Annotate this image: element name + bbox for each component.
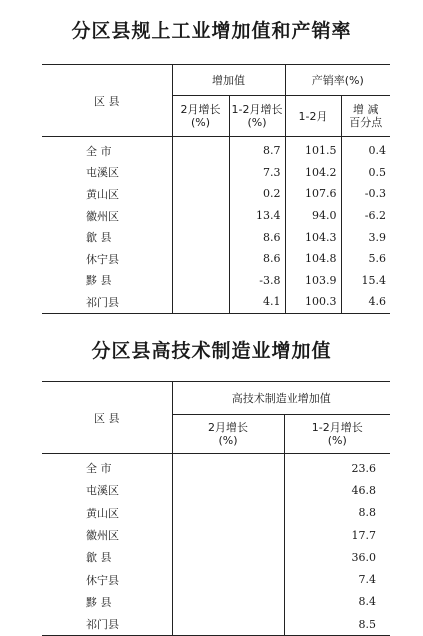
change-points-header: 增 减 百分点 [341,96,390,137]
district-header: 区 县 [42,65,172,137]
table-row: 屯溪区 7.3 104.2 0.5 [42,162,390,184]
table-row: 屯溪区 46.8 [42,479,390,501]
table-row: 祁门县 4.1 100.3 4.6 [42,291,390,313]
jan-feb-sales-rate-header: 1-2月 [285,96,341,137]
table-row: 黄山区 0.2 107.6 -0.3 [42,183,390,205]
table-row: 全 市 23.6 [42,454,390,480]
high-tech-value-added-table [42,381,390,636]
jan-feb-growth-header: 1-2月增长 (%) [284,415,390,454]
table-row: 徽州区 13.4 94.0 -6.2 [42,205,390,227]
table-row: 歙 县 36.0 [42,546,390,568]
table1-title: 分区县规上工业增加值和产销率 [71,20,352,42]
sales-rate-group-header: 产销率(%) [285,65,390,96]
industrial-value-added-table [42,64,390,314]
table-row: 黟 县 8.4 [42,591,390,613]
feb-growth-header: 2月增长 (%) [172,415,284,454]
table-row: 歙 县 8.6 104.3 3.9 [42,226,390,248]
table-row: 徽州区 17.7 [42,524,390,546]
table-row: 全 市 8.7 101.5 0.4 [42,137,390,162]
feb-growth-header: 2月增长 (%) [172,96,229,137]
high-tech-group-header: 高技术制造业增加值 [172,382,390,415]
table-row: 休宁县 8.6 104.8 5.6 [42,248,390,270]
table-row: 黟 县 -3.8 103.9 15.4 [42,270,390,292]
table2-title: 分区县高技术制造业增加值 [91,340,332,362]
table-row: 黄山区 8.8 [42,502,390,524]
district-header: 区 县 [42,382,172,454]
value-added-group-header: 增加值 [172,65,285,96]
table-row: 祁门县 8.5 [42,613,390,636]
table-row: 休宁县 7.4 [42,568,390,590]
jan-feb-growth-header: 1-2月增长 (%) [229,96,285,137]
